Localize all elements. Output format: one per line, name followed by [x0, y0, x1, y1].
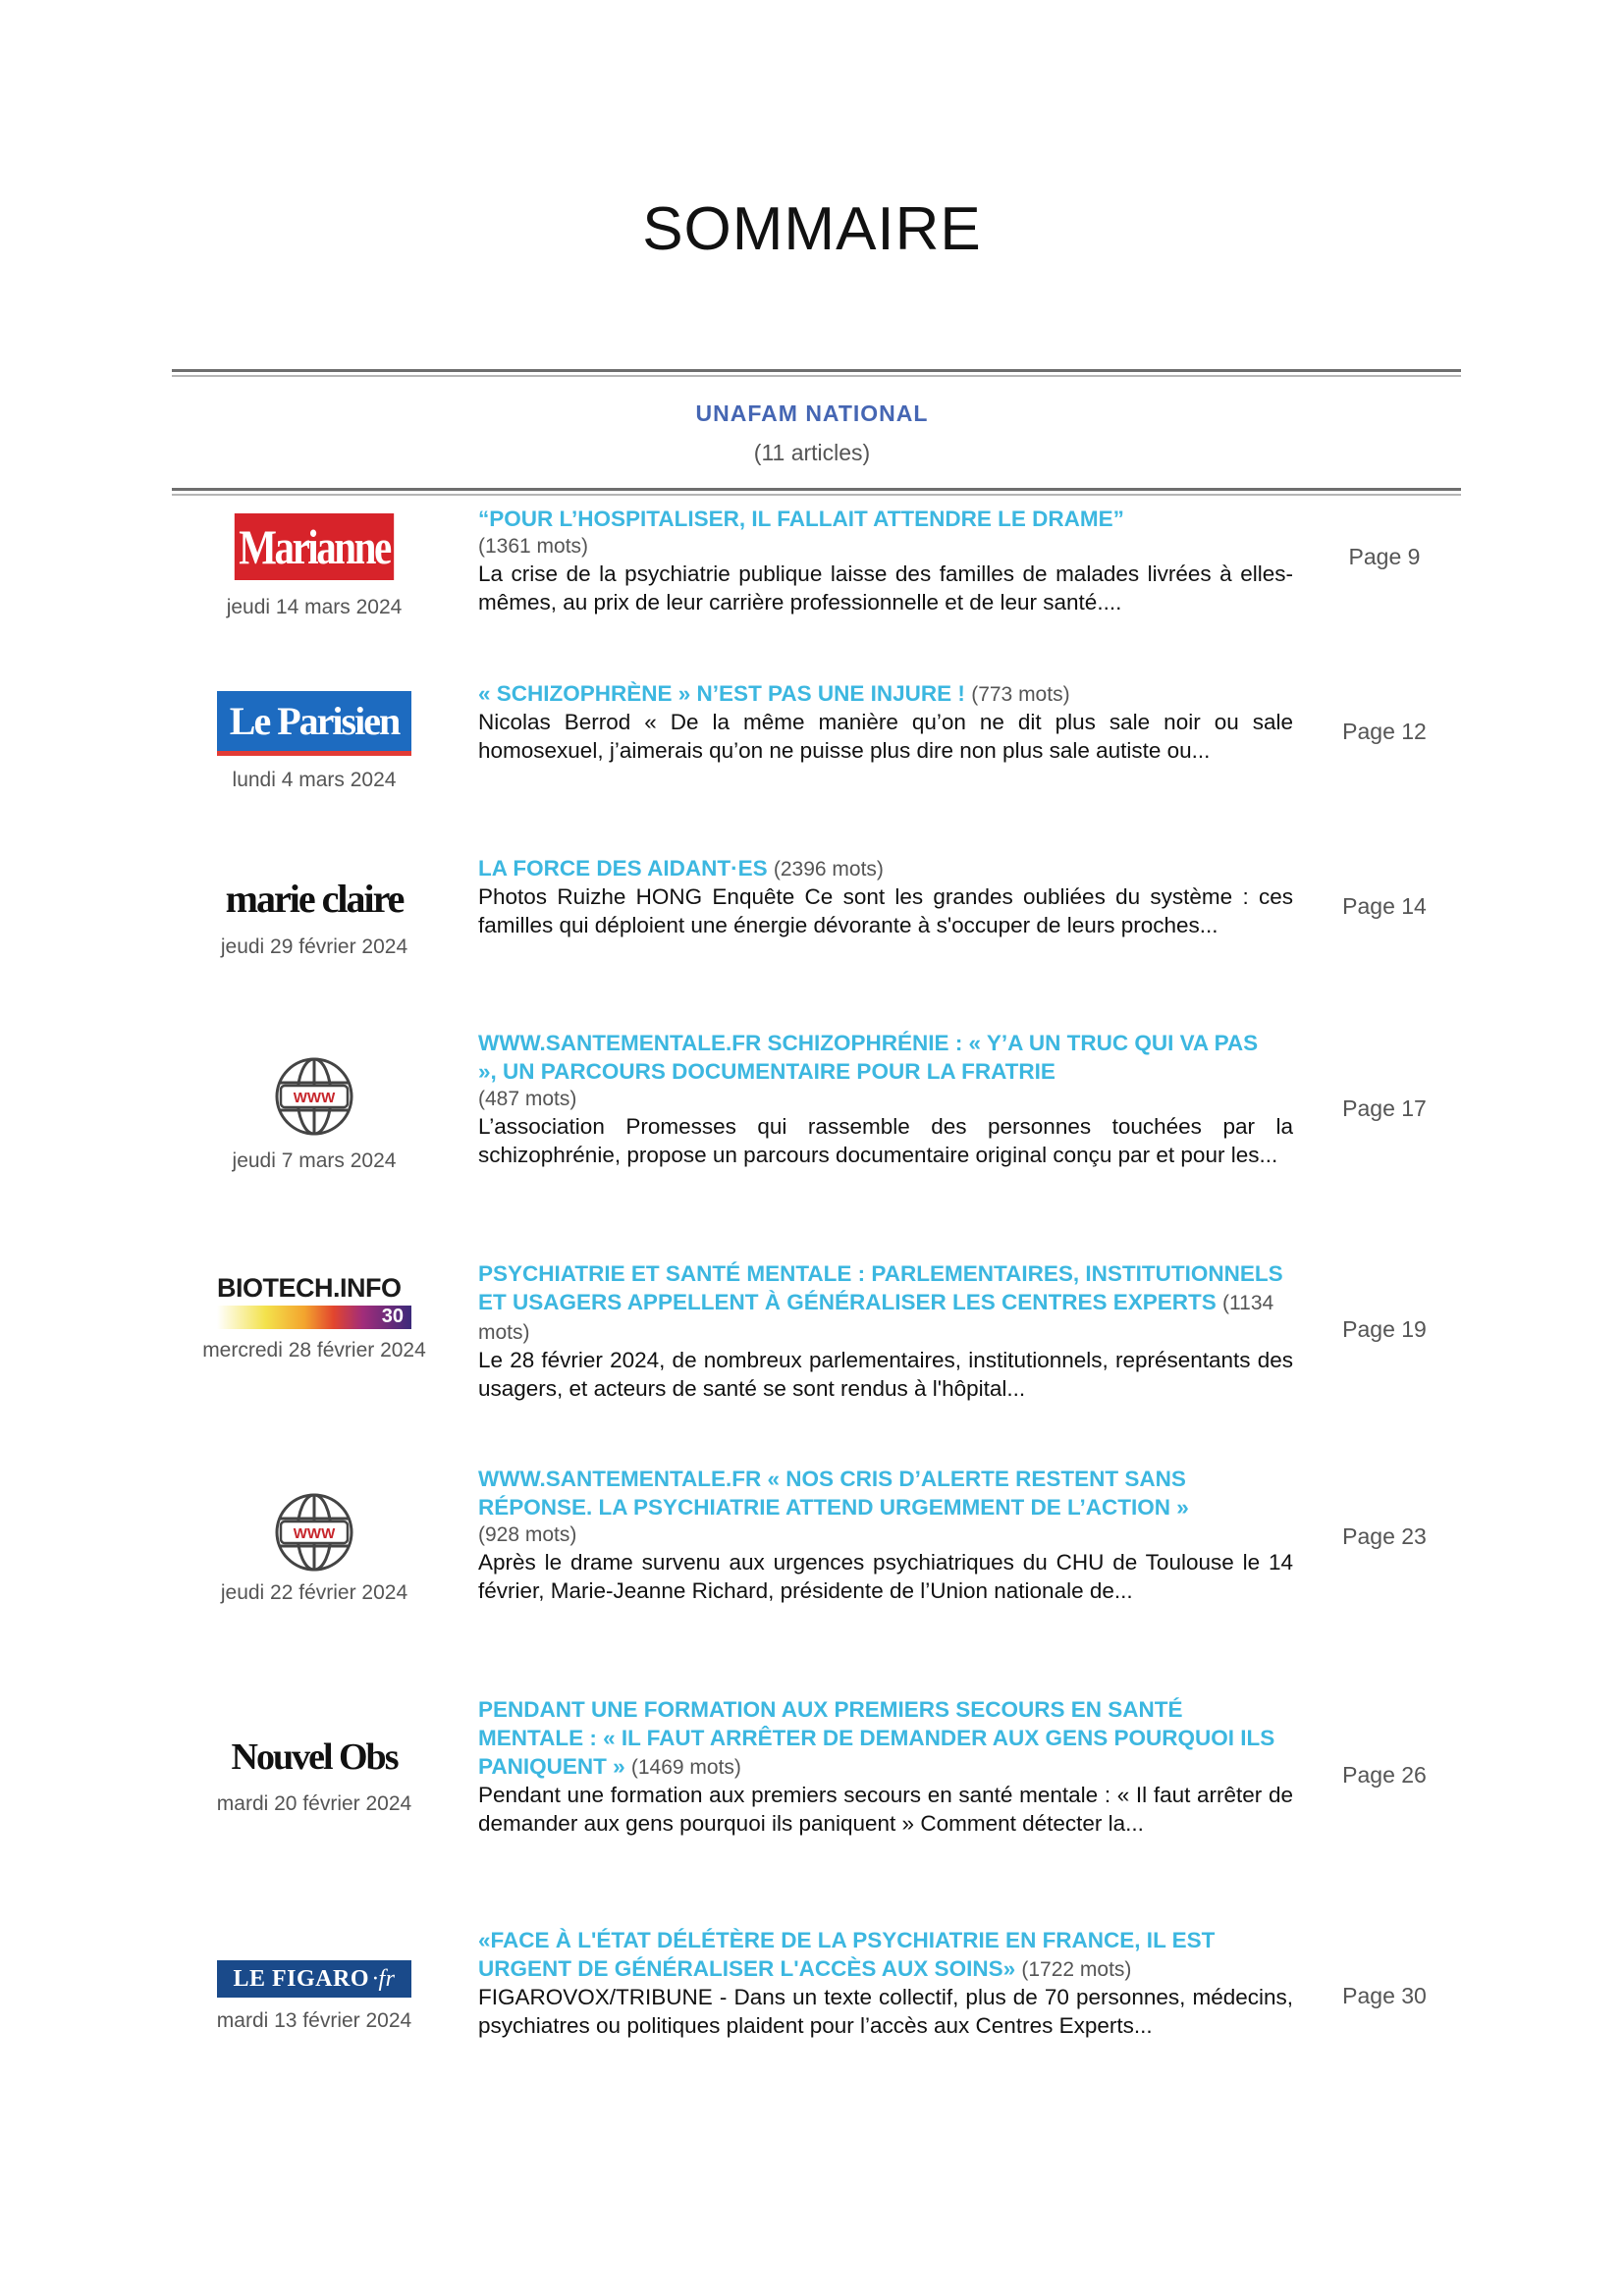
svg-text:WWW: WWW [293, 1090, 336, 1106]
source-block [172, 864, 457, 961]
article-title-link[interactable]: WWW.SANTEMENTALE.FR SCHIZOPHRÉNIE : « Y’A UN TRUC QUI VA PAS », UN PARCOURS DOCUMENTAIRE POUR LA FRATRIE [478, 1031, 1259, 1084]
article-excerpt: L’association Promesses qui rassemble des personnes touchées par la schizophrénie, propose un parcours documentaire original conçu par et pour les... [478, 1114, 1293, 1167]
marianne-logo: Marianne [217, 512, 411, 581]
word-count: (487 mots) [478, 1088, 577, 1110]
article-date: jeudi 29 février 2024 [220, 935, 408, 958]
page-number[interactable]: Page 19 [1342, 1316, 1427, 1342]
www-globe-icon [217, 1054, 411, 1139]
article-body [478, 505, 1293, 616]
article-excerpt: Photos Ruizhe HONG Enquête Ce sont les grandes oubliées du système : ces familles qui déploient une énergie dévorante à s'occuper de leurs proches... [478, 884, 1293, 937]
article-body [478, 1695, 1293, 1838]
source-block [172, 1959, 457, 2035]
word-count: (773 mots) [971, 683, 1070, 706]
article-date: jeudi 14 mars 2024 [226, 596, 403, 618]
page-title: SOMMAIRE [642, 195, 982, 263]
section-top-rule [172, 369, 1461, 377]
article-date: mardi 13 février 2024 [216, 2009, 412, 2032]
page-number[interactable]: Page 12 [1342, 719, 1427, 744]
source-block [172, 512, 457, 621]
article-date: mercredi 28 février 2024 [202, 1339, 426, 1362]
le-figaro-logo: LE FIGARO ·fr [217, 1959, 411, 1999]
www-globe-icon [217, 1490, 411, 1575]
article-title-link[interactable]: « SCHIZOPHRÈNE » N’EST PAS UNE INJURE ! (773 mots) [478, 681, 1070, 706]
section-article-count: (11 articles) [753, 440, 871, 465]
source-block [172, 1490, 457, 1607]
article-excerpt: Pendant une formation aux premiers secours en santé mentale : « Il faut arrêter de demander aux gens pourquoi ils paniquent » Comment détecter la... [478, 1783, 1293, 1836]
page-number[interactable]: Page 14 [1342, 893, 1427, 919]
article-excerpt: Après le drame survenu aux urgences psychiatriques du CHU de Toulouse le 14 février, Marie-Jeanne Richard, présidente de l’Union nationale de... [478, 1550, 1293, 1603]
article-date: jeudi 7 mars 2024 [232, 1149, 397, 1172]
svg-text:WWW: WWW [293, 1525, 336, 1542]
word-count: (1134 mots) [478, 1292, 1274, 1344]
article-body [478, 1259, 1293, 1403]
article-excerpt: Le 28 février 2024, de nombreux parlementaires, institutionnels, représentants des usagers, et acteurs de santé se sont rendus à l'hôpital... [478, 1348, 1293, 1401]
page-number[interactable]: Page 30 [1342, 1983, 1427, 2008]
source-block [172, 1271, 457, 1364]
page-number[interactable]: Page 17 [1342, 1095, 1427, 1121]
biotech-info-logo: BIOTECH.INFO 30 [217, 1271, 411, 1330]
article-body [478, 854, 1293, 939]
section-bottom-rule [172, 488, 1461, 496]
article-title-link[interactable]: PSYCHIATRIE ET SANTÉ MENTALE : PARLEMENTAIRES, INSTITUTIONNELS ET USAGERS APPELLENT À GÉNÉRALISER LES CENTRES EXPERTS (1134 mots) [478, 1261, 1283, 1344]
source-block [172, 689, 457, 794]
article-title-link[interactable]: WWW.SANTEMENTALE.FR « NOS CRIS D’ALERTE RESTENT SANS RÉPONSE. LA PSYCHIATRIE ATTEND URGEMMENT DE L’ACTION » [478, 1467, 1189, 1520]
word-count: (1469 mots) [630, 1756, 741, 1779]
article-title-link[interactable]: “POUR L’HOSPITALISER, IL FALLAIT ATTENDRE LE DRAME” [478, 507, 1124, 531]
source-block [172, 1054, 457, 1175]
article-date: jeudi 22 février 2024 [220, 1581, 408, 1604]
article-excerpt: Nicolas Berrod « De la même manière qu’on ne dit plus sale noir ou sale homosexuel, j’aimerais qu’on ne puisse plus dire non plus sale autiste ou... [478, 710, 1293, 763]
page-number[interactable]: Page 23 [1342, 1523, 1427, 1549]
article-body [478, 1029, 1293, 1169]
article-body [478, 679, 1293, 765]
source-block [172, 1735, 457, 1818]
page-number[interactable]: Page 26 [1342, 1762, 1427, 1788]
word-count: (2396 mots) [773, 858, 884, 881]
article-date: mardi 20 février 2024 [216, 1792, 412, 1815]
section-name: UNAFAM NATIONAL [695, 400, 929, 426]
article-date: lundi 4 mars 2024 [232, 769, 397, 791]
le-parisien-logo: Le Parisien [217, 689, 411, 758]
article-body [478, 1465, 1293, 1605]
word-count: (1722 mots) [1021, 1958, 1132, 1981]
article-title-link[interactable]: «FACE À L'ÉTAT DÉLÉTÈRE DE LA PSYCHIATRIE EN FRANCE, IL EST URGENT DE GÉNÉRALISER L'ACCÈS AUX SOINS» (1722 mots) [478, 1928, 1216, 1981]
article-title-link[interactable]: LA FORCE DES AIDANT·ES (2396 mots) [478, 856, 884, 881]
article-body [478, 1926, 1293, 2040]
word-count: (1361 mots) [478, 535, 589, 558]
nouvel-obs-logo: Nouvel Obs [231, 1736, 398, 1778]
article-excerpt: La crise de la psychiatrie publique laisse des familles de malades livrées à elles-mêmes, au prix de leur carrière professionnelle et de leur santé.... [478, 561, 1293, 614]
word-count: (928 mots) [478, 1523, 577, 1546]
article-title-link[interactable]: PENDANT UNE FORMATION AUX PREMIERS SECOURS EN SANTÉ MENTALE : « IL FAUT ARRÊTER DE DEMANDER AUX GENS POURQUOI ILS PANIQUENT » (1469 mots) [478, 1697, 1275, 1779]
page-number[interactable]: Page 9 [1348, 544, 1421, 569]
article-excerpt: FIGAROVOX/TRIBUNE - Dans un texte collectif, plus de 70 personnes, médecins, psychiatres ou politiques plaident pour l’accès aux Centres Experts... [478, 1985, 1293, 2038]
marie-claire-logo: marie claire [225, 876, 404, 921]
